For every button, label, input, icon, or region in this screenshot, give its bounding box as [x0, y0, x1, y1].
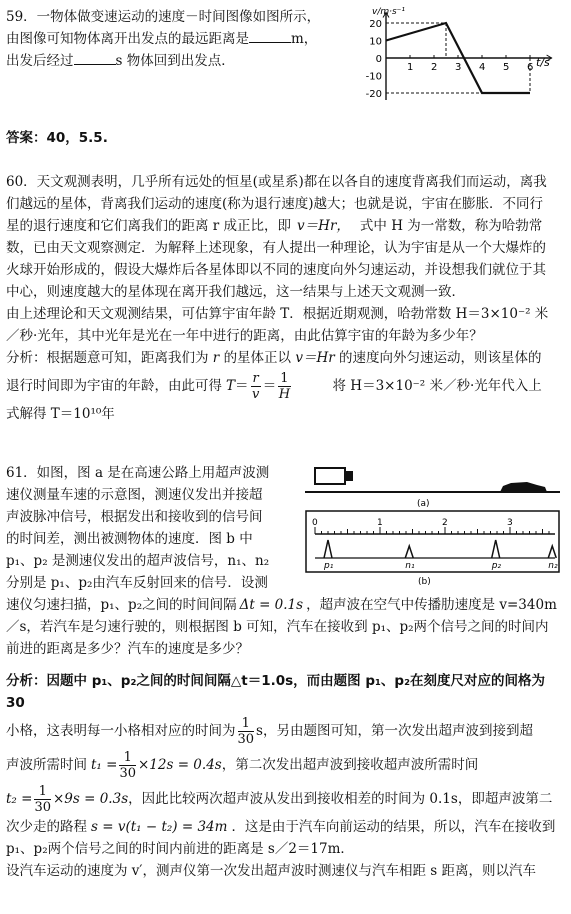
blank-time[interactable] [74, 51, 116, 65]
fraction-1-over-H: $\frac{1}{H}$ [278, 371, 291, 402]
q59-text [6, 6, 341, 72]
q60-line11: 式解得 T＝10¹⁰年 [6, 406, 115, 422]
car-icon [500, 482, 547, 492]
fraction-r-over-v: $\frac{r}{v}$ [251, 371, 260, 402]
vt-ytick-label: 0 [375, 54, 382, 65]
q61-analysis-7: 设汽车运动的速度为 v′，测声仪第一次发出超声波时测速仪与汽车相距 s 距离，则以汽车 [6, 863, 536, 879]
q61-line1: 61．如图，图 a 是在高速公路上用超声波测 [6, 465, 270, 481]
q61-line2: 速仪测量车速的示意图，测速仪发出并接超 [6, 487, 263, 503]
vt-ytick-label: 20 [369, 19, 382, 30]
q61-analysis-4: t₂ = $\frac{1}{30}$ ×9s = 0.3s，因此比较两次超声波从发出到接收相差的时间为 0.1s，即超声波第二 [6, 784, 553, 815]
q60-line7: 由上述理论和天文观测结果，可估算宇宙年龄 T．根据近期观测，哈勃常数 H＝3×10⁻² 米 [6, 306, 549, 322]
q61-analysis-6: p₁、p₂两个信号之间的时间内前进的距离是 s／2＝17m． [6, 841, 354, 857]
vt-xtick-label: 2 [431, 62, 438, 73]
fraction-t2: $\frac{1}{30}$ [34, 784, 51, 815]
q61-line7: 速仪匀速扫描，p₁、p₂之间的时间间隔 Δt = 0.1s ，超声波在空气中传播肋速度是 v=340m [6, 597, 557, 613]
q60-text [6, 171, 564, 425]
vt-ylabel: v/m·s⁻¹ [372, 7, 406, 17]
vt-ytick-label: 10 [369, 36, 382, 48]
q61-line4: 的时间差，测出被测物体的速度．图 b 中 [6, 531, 253, 547]
vt-xtick-label: 1 [407, 62, 414, 73]
q60-line6: 中心，则速度越大的星体现在离开我们越远，这一结果与上述天文观测一致． [6, 284, 465, 300]
q61-analysis-5: 次少走的路程 s = v(t₁ − t₂) = 34m ．这是由于汽车向前运动的结果，所以，汽车在接收到 [6, 819, 556, 835]
figure-b [305, 510, 560, 586]
scale-number: 0 [312, 518, 318, 528]
q60-line4: 数，已由天文观察测定．为解释上述现象，有人提出一种理论，认为宇宙是从一个大爆炸的 [6, 240, 546, 256]
scale-frame [306, 511, 559, 572]
pulse-label: p₂ [491, 561, 502, 571]
pulse-label: p₁ [324, 561, 334, 571]
scale-number: 1 [377, 518, 383, 528]
blank-distance[interactable] [249, 29, 291, 43]
figure-a [305, 462, 560, 508]
q60-line1: 60．天文观测表明，几乎所有远处的恒星(或星系)都在以各自的速度背离我们而运动，离我 [6, 174, 547, 190]
q61-line8: ／s，若汽车是匀速行驶的，则根据图 b 可知，汽车在接收到 p₁、p₂两个信号之间的时间内 [6, 619, 549, 635]
scale-number: 2 [442, 518, 448, 528]
vt-xtick-label: 6 [527, 62, 534, 73]
fraction-t1: $\frac{1}{30}$ [119, 750, 136, 781]
q61-analysis-2: 小格，这表明每一小格相对应的时间为 $\frac{1}{30}$ s，另由题图可知，第一次发出超声波到接到超 [6, 716, 533, 747]
q61-line6: 分别是 p₁、p₂由汽车反射回来的信号．设测 [6, 575, 268, 591]
pulse-label: n₂ [548, 561, 558, 571]
q59-line1: 59．一物体做变速运动的速度－时间图像如图所示， [6, 9, 321, 25]
q60-line5: 火球开始形成的，假设大爆炸后各星体即以不同的速度向外匀速运动，并设想我们就位于其 [6, 262, 546, 278]
radar-device [315, 468, 345, 484]
pulse-label: n₁ [405, 561, 415, 571]
q61-line9: 前进的距离是多少？汽车的速度是多少？ [6, 641, 249, 657]
q59-answer: 答案：40，5.5. [6, 130, 108, 146]
vt-ytick-label: -20 [365, 89, 382, 100]
q59-line3: 出发后经过 s 物体回到出发点． [6, 53, 235, 69]
q61-analysis [6, 670, 564, 882]
q59-line2: 由图像可知物体离开出发点的最远距离是 m， [6, 31, 318, 47]
q60-line8: ／秒·光年，其中光年是光在一年中进行的距离，由此估算宇宙的年龄为多少年？ [6, 328, 483, 344]
q60-line3: 星的退行速度和它们离我们的距离 r 成正比，即 v＝Hr， 式中 H 为一常数，称为哈勃常 [6, 218, 543, 234]
vt-xtick-label: 3 [455, 62, 462, 73]
vt-xtick-label: 4 [479, 62, 486, 73]
q61-line3: 声波脉冲信号，根据发出和接收到的信号间 [6, 509, 263, 525]
vt-ytick-label: -10 [365, 71, 382, 83]
q61-line5: p₁、p₂ 是测速仪发出的超声波信号，n₁、n₂ [6, 553, 270, 569]
figure-b-label: (b) [418, 577, 431, 586]
q61-analysis-1: 分析：因题中 p₁、p₂之间的时间间隔△t＝1.0s，而由题图 p₁、p₂在刻度尺对应的间格为 30 [6, 673, 545, 711]
q60-line9: 分析：根据题意可知，距离我们为 r 的星体正以 v＝Hr 的速度向外匀速运动，则该星体的 [6, 350, 542, 366]
radar-emitter [345, 471, 353, 481]
q60-line2: 们越远的星体，背离我们运动的速度(称为退行速度)越大；也就是说，宇宙在膨胀．不同行 [6, 196, 544, 212]
vt-xlabel: t/s [536, 56, 550, 69]
fraction-1-over-30: $\frac{1}{30}$ [237, 716, 255, 747]
scale-number: 3 [507, 518, 513, 528]
q60-line10: 退行时间即为宇宙的年龄，由此可得 T＝ $\frac{r}{v}$ ＝ $\frac{1}{H}$ 将 H＝3×10⁻² 米／秒·光年代入上 [6, 371, 542, 402]
figure-a-label: (a) [417, 499, 430, 508]
vt-xtick-label: 5 [503, 62, 510, 73]
q61-analysis-3: 声波所需时间 t₁ = $\frac{1}{30}$ ×12s = 0.4s，第二次发出超声波到接收超声波所需时间 [6, 750, 479, 781]
vt-graph [358, 0, 563, 100]
